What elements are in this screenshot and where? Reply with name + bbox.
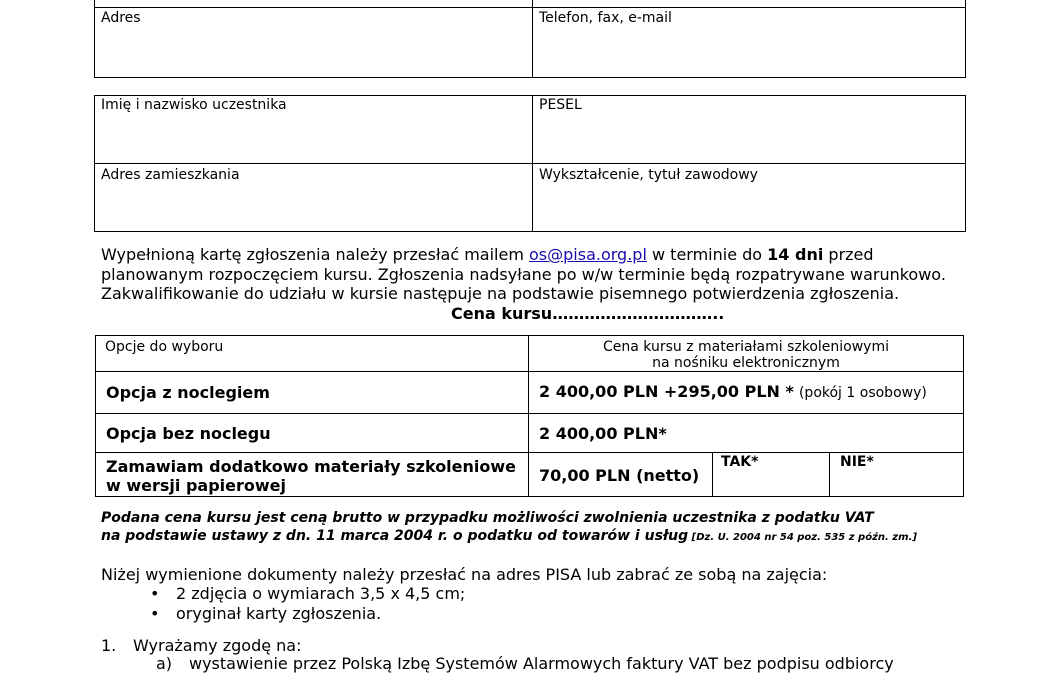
education-label: Wykształcenie, tytuł zawodowy — [539, 167, 758, 183]
option-with-lodging-price — [539, 382, 927, 401]
contact-field-label: Telefon, fax, e-mail — [539, 10, 672, 26]
consent-number: 1. — [101, 636, 117, 655]
price-header-line-1: Cena kursu z materiałami szkoleniowymi — [602, 339, 889, 355]
divider — [94, 7, 966, 8]
room-note: (pokój 1 osobowy) — [798, 385, 927, 401]
consent-letter: a) — [156, 654, 173, 673]
vat-note-line-2 — [101, 528, 917, 544]
company-form-table — [94, 0, 966, 78]
paper-materials-price: 70,00 PLN (netto) — [539, 466, 700, 485]
list-item: • — [150, 584, 160, 603]
list-item: • — [150, 604, 160, 623]
home-address-label: Adres zamieszkania — [101, 167, 240, 183]
divider — [95, 371, 964, 372]
consent-title: Wyrażamy zgodę na: — [133, 636, 302, 655]
vat-note-reference: [Dz. U. 2004 nr 54 poz. 535 z późn. zm.] — [688, 532, 917, 543]
documents-intro: Niżej wymienione dokumenty należy przesłać na adres PISA lub zabrać ze sobą na zajęcia: — [101, 565, 828, 584]
instructions-line-1 — [101, 245, 874, 265]
divider — [532, 0, 533, 78]
email-link[interactable]: os@pisa.org.pl — [529, 245, 647, 264]
divider — [94, 163, 966, 164]
paper-materials-label-1: Zamawiam dodatkowo materiały szkoleniowe — [106, 457, 517, 476]
address-field-label: Adres — [101, 10, 141, 26]
divider — [95, 413, 964, 414]
option-without-lodging-label: Opcja bez noclegu — [106, 424, 271, 443]
list-item-text: 2 zdjęcia o wymiarach 3,5 x 4,5 cm; — [176, 584, 466, 603]
tak-option[interactable]: TAK* — [721, 454, 759, 470]
vat-note-line-1: Podana cena kursu jest ceną brutto w przypadku możliwości zwolnienia uczestnika z podatku VAT — [101, 510, 874, 526]
options-header: Opcje do wyboru — [105, 339, 224, 355]
list-item-text: oryginał karty zgłoszenia. — [176, 604, 382, 623]
vat-note-text: na podstawie ustawy z dn. 11 marca 2004 r. o podatku od towarów i usług — [101, 528, 689, 544]
instructions-text: w terminie do — [646, 245, 768, 264]
instructions-text: Wypełnioną kartę zgłoszenia należy przesłać mailem — [101, 245, 530, 264]
instructions-line-2: planowanym rozpoczęciem kursu. Zgłoszenia nadsyłane po w/w terminie będą rozpatrywane warunkowo. — [101, 265, 946, 284]
consent-text: wystawienie przez Polską Izbę Systemów Alarmowych faktury VAT bez podpisu odbiorcy — [189, 654, 894, 673]
option-with-lodging-label: Opcja z noclegiem — [106, 383, 270, 402]
divider — [95, 452, 964, 453]
paper-materials-label-2: w wersji papierowej — [106, 476, 286, 495]
instructions-text: przed — [823, 245, 874, 264]
divider — [532, 95, 533, 232]
deadline-text: 14 dni — [767, 245, 824, 264]
participant-name-label: Imię i nazwisko uczestnika — [101, 97, 287, 113]
option-without-lodging-price: 2 400,00 PLN* — [539, 424, 667, 443]
nie-option[interactable]: NIE* — [840, 454, 874, 470]
price-title: Cena kursu………………………….. — [451, 304, 725, 323]
instructions-line-3: Zakwalifikowanie do udziału w kursie następuje na podstawie pisemnego potwierdzenia zgłoszenia. — [101, 284, 900, 303]
pesel-label: PESEL — [539, 97, 582, 113]
divider — [829, 452, 830, 497]
price-value: 2 400,00 PLN +295,00 PLN * — [539, 382, 794, 401]
divider — [712, 452, 713, 497]
price-header-line-2: na nośniku elektronicznym — [652, 355, 840, 371]
